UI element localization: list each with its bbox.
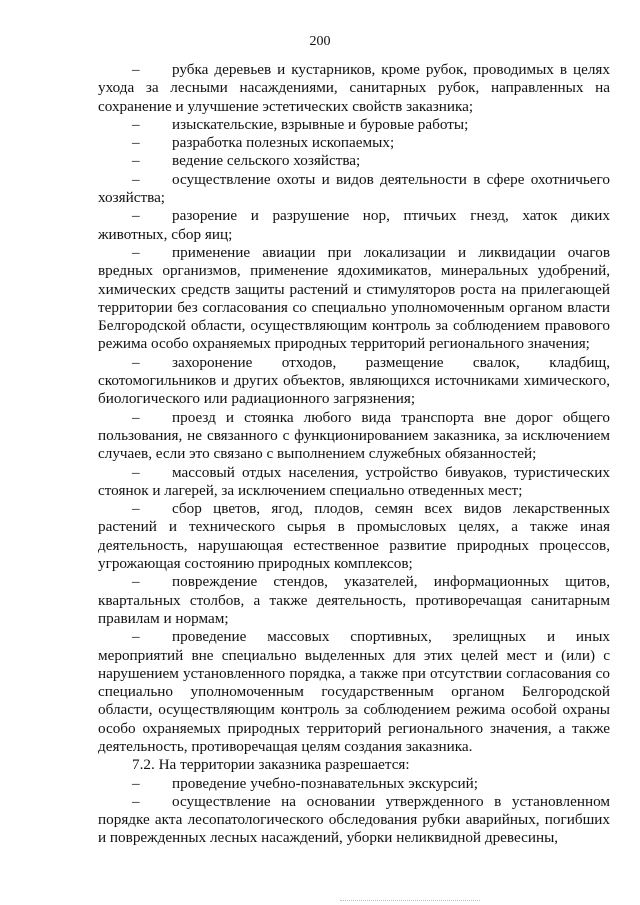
list-item-text: осуществление охоты и видов деятельности в сфере охотничьего хозяйства; bbox=[98, 170, 610, 207]
dash-bullet: – bbox=[132, 774, 140, 792]
list-item-text: повреждение стендов, указателей, информационных щитов, квартальных столбов, а также деятельность, противоречащая санитарным правилам и нормам; bbox=[98, 573, 610, 627]
dash-bullet: – bbox=[132, 152, 140, 170]
dash-bullet: – bbox=[132, 628, 140, 646]
list-item bbox=[98, 354, 610, 409]
dash-bullet: – bbox=[132, 353, 140, 371]
list-item-text: рубка деревьев и кустарников, кроме рубок, проводимых в целях ухода за лесными насаждениями, санитарных рубок, направленных на сохранение и улучшение эстетических свойств заказника; bbox=[98, 61, 610, 115]
list-item-text: изыскательские, взрывные и буровые работы; bbox=[172, 115, 469, 133]
list-item-text: ведение сельского хозяйства; bbox=[172, 152, 361, 170]
section-heading: 7.2. На территории заказника разрешается: bbox=[132, 756, 410, 774]
list-item-text: проезд и стоянка любого вида транспорта вне дорог общего пользования, не связанного с функционированием заказника, за исключением случаев, если это связано с выполнением служебных обязанностей; bbox=[98, 408, 610, 463]
list-item bbox=[98, 775, 610, 793]
dash-bullet: – bbox=[132, 134, 140, 152]
list-item-text: проведение учебно-познавательных экскурсий; bbox=[172, 774, 479, 792]
list-item bbox=[98, 61, 610, 116]
page-number: 200 bbox=[309, 34, 331, 49]
list-item-text: разорение и разрушение нор, птичьих гнезд, хаток диких животных, сбор яиц; bbox=[98, 207, 610, 243]
dash-bullet: – bbox=[132, 61, 140, 78]
dash-bullet: – bbox=[132, 792, 140, 810]
document-body bbox=[98, 61, 610, 848]
list-item bbox=[98, 409, 610, 464]
list-item bbox=[98, 628, 610, 756]
list-item bbox=[98, 500, 610, 573]
list-item bbox=[98, 116, 610, 134]
scan-artifact-line bbox=[340, 900, 480, 902]
list-item-text: сбор цветов, ягод, плодов, семян всех видов лекарственных растений и технического сырья в промысловых целях, а также иная деятельность, нарушающая естественное развитие природных процессов, угрожающая состоянию природных комплексов; bbox=[98, 500, 610, 573]
prohibited-activities-list bbox=[98, 61, 610, 756]
dash-bullet: – bbox=[132, 243, 140, 261]
list-item-text: разработка полезных ископаемых; bbox=[172, 134, 395, 152]
dash-bullet: – bbox=[132, 207, 140, 225]
dash-bullet: – bbox=[132, 573, 140, 591]
dash-bullet: – bbox=[132, 408, 140, 426]
list-item-text: осуществление на основании утвержденного в установленном порядке акта лесопатологического обследования рубки аварийных, погибших и поврежденных лесных насаждений, уборки неликвидной древесины, bbox=[98, 792, 610, 847]
list-item bbox=[98, 152, 610, 170]
list-item bbox=[98, 573, 610, 628]
list-item bbox=[98, 207, 610, 244]
list-item-text: проведение массовых спортивных, зрелищных и иных мероприятий вне специально выделенных для этих целей мест и (или) с нарушением установленного порядка, а также при отсутствии согласования со специально уполномоченным государственным органом Белгородской области, осуществляющим контроль за соблюдением режима особой охраны особо охраняемых природных территорий регионального значения, а также деятельность, противоречащая целям создания заказника. bbox=[98, 628, 610, 755]
dash-bullet: – bbox=[132, 500, 140, 518]
list-item-text: массовый отдых населения, устройство бивуаков, туристических стоянок и лагерей, за исключением специально отведенных мест; bbox=[98, 463, 610, 499]
list-item bbox=[98, 171, 610, 208]
list-item bbox=[98, 793, 610, 848]
dash-bullet: – bbox=[132, 463, 140, 481]
list-item-text: применение авиации при локализации и ликвидации очагов вредных организмов, применение ядохимикатов, минеральных удобрений, химических средств защиты растений и стимуляторов роста на прилегающей территории без согласования со специально уполномоченным органом власти Белгородской области, осуществляющим контроль за соблюдением правового режима особо охраняемых природных территорий регионального значения; bbox=[98, 243, 610, 353]
list-item bbox=[98, 464, 610, 501]
list-item bbox=[98, 134, 610, 152]
permitted-activities-list bbox=[98, 775, 610, 848]
dash-bullet: – bbox=[132, 170, 140, 188]
list-item-text: захоронение отходов, размещение свалок, кладбищ, скотомогильников и других объектов, являющихся источниками химического, биологического или радиационного загрязнения; bbox=[98, 353, 610, 408]
dash-bullet: – bbox=[132, 115, 140, 133]
list-item bbox=[98, 244, 610, 354]
